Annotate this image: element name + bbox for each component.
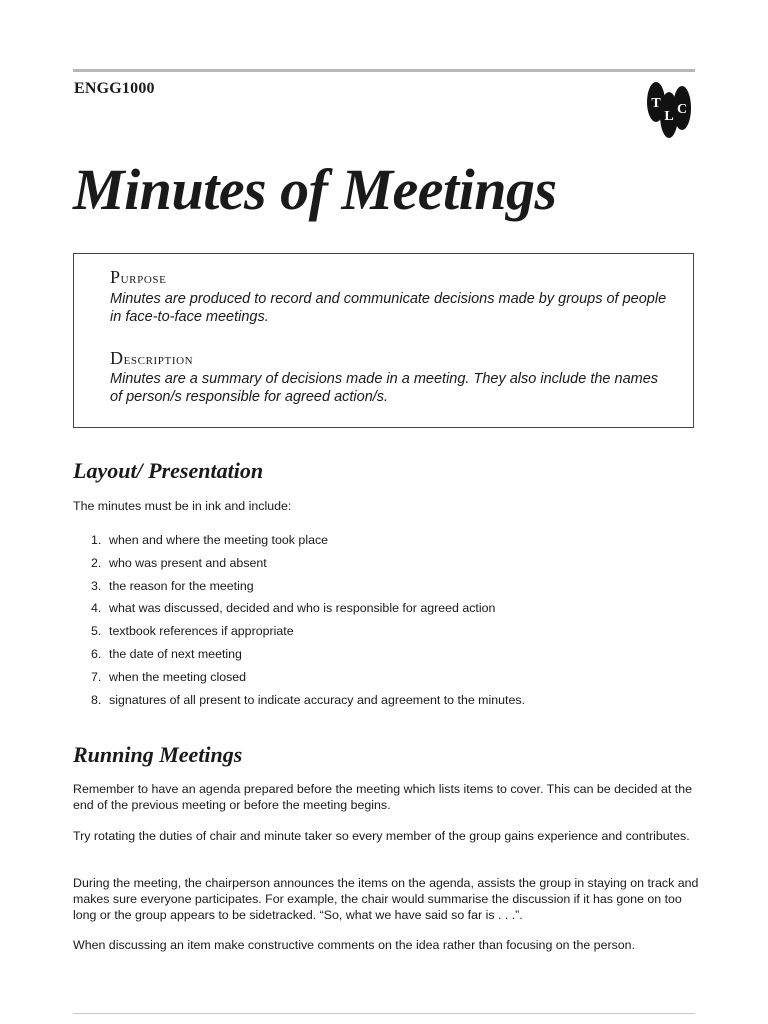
running-meetings-heading: Running Meetings [73, 742, 243, 767]
running-paragraph-4: When discussing an item make constructive comments on the idea rather than focusing on the person. [73, 938, 636, 952]
purpose-text: Minutes are produced to record and communicate decisions made by groups of people in face-to-face meetings. [110, 291, 667, 325]
requirements-list [73, 531, 673, 713]
tlc-logo [644, 81, 694, 139]
description-heading: Description [110, 348, 194, 368]
list-item: 6. the date of next meeting [91, 646, 242, 661]
layout-intro: The minutes must be in ink and include: [73, 499, 292, 513]
list-item: 4. what was discussed, decided and who is responsible for agreed action [91, 601, 496, 616]
list-item: 2. who was present and absent [91, 555, 267, 570]
logo-letter-c: C [676, 102, 688, 117]
course-code: ENGG1000 [74, 80, 155, 97]
header-rule [73, 69, 695, 72]
logo-letter-l: L [664, 109, 674, 124]
list-item: 1. when and where the meeting took place [91, 533, 329, 547]
purpose-heading: Purpose [110, 267, 167, 287]
running-paragraph-2: Try rotating the duties of chair and minute taker so every member of the group gains experience and contributes. [73, 829, 690, 843]
running-paragraph-3: During the meeting, the chairperson announces the items on the agenda, assists the group in staying on track and makes sure everyone participates. For example, the chair would summarise the discussion if it has gone on too long or the group appears to be sidetracked. “So, what we have said so far is . . .”. [73, 876, 699, 922]
page-title: Minutes of Meetings [73, 157, 557, 222]
purpose-description-box [73, 253, 694, 428]
logo-letter-t: T [651, 96, 661, 111]
layout-heading: Layout/ Presentation [73, 458, 264, 483]
list-item: 3. the reason for the meeting [91, 578, 254, 593]
running-paragraph-1: Remember to have an agenda prepared before the meeting which lists items to cover. This can be decided at the end of the previous meeting or before the meeting begins. [73, 782, 692, 812]
description-text: Minutes are a summary of decisions made in a meeting. They also include the names of person/s responsible for agreed action/s. [110, 371, 659, 405]
list-item: 7. when the meeting closed [91, 669, 247, 684]
list-item: 8. signatures of all present to indicate accuracy and agreement to the minutes. [91, 692, 526, 707]
footer-rule [73, 1013, 695, 1014]
list-item: 5. textbook references if appropriate [91, 624, 294, 639]
